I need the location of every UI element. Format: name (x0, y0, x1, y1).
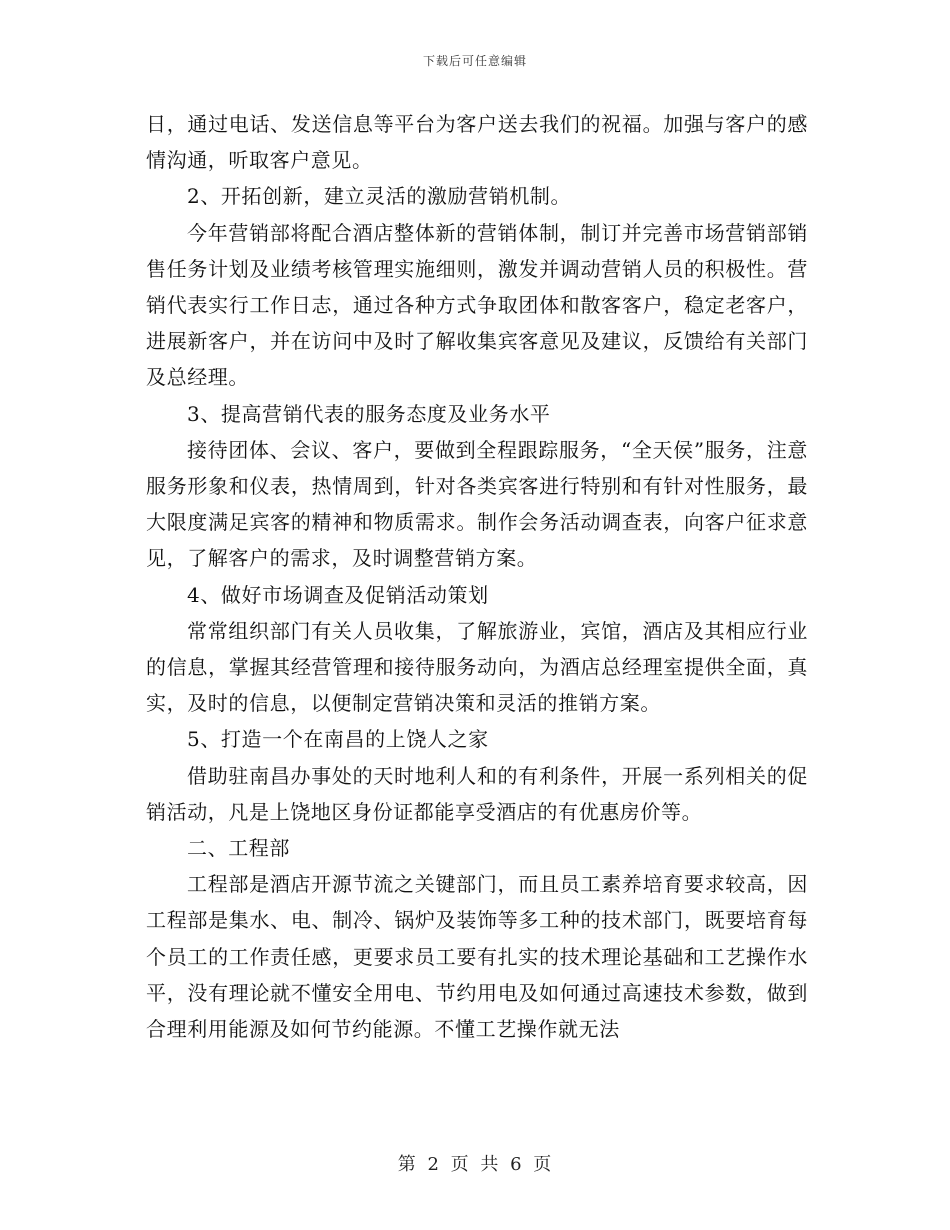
paragraph-6: 工程部是酒店开源节流之关键部门，而且员工素养培育要求较高，因工程部是集水、电、制冷、锅炉及装饰等多工种的技术部门，既要培育每个员工的工作责任感，更要求员工要有扎实的技术理论基础和工艺操作水平，没有理论就不懂安全用电、节约用电及如何通过高速技术参数，做到合理利用能源及如何节约能源。不懂工艺操作就无法 (146, 872, 808, 1042)
footer-total-word: 共 (480, 1154, 500, 1175)
paragraph-2: 今年营销部将配合酒店整体新的营销体制，制订并完善市场营销部销售任务计划及业绩考核管理实施细则，激发并调动营销人员的积极性。营销代表实行工作日志，通过各种方式争取团体和散客客户，稳定老客户，进展新客户，并在访问中及时了解收集宾客意见及建议，反馈给有关部门及总经理。 (146, 220, 808, 390)
paragraph-1: 日，通过电话、发送信息等平台为客户送去我们的祝福。加强与客户的感情沟通，听取客户意见。 (146, 112, 808, 173)
footer-total-pages: 6 (510, 1154, 523, 1175)
footer-current-page: 2 (427, 1154, 440, 1175)
footer-suffix: 页 (533, 1154, 553, 1175)
footer-prefix: 第 (397, 1154, 417, 1175)
paragraph-5: 借助驻南昌办事处的天时地利人和的有利条件，开展一系列相关的促销活动，凡是上饶地区身份证都能享受酒店的有优惠房价等。 (146, 763, 808, 824)
section-heading-engineering: 二、工程部 (187, 836, 290, 861)
page-footer (0, 1150, 950, 1176)
paragraph-3: 接待团体、会议、客户，要做到全程跟踪服务，“全天侯”服务，注意服务形象和仪表，热情周到，针对各类宾客进行特别和有针对性服务，最大限度满足宾客的精神和物质需求。制作会务活动调查表，向客户征求意见，了解客户的需求，及时调整营销方案。 (146, 437, 808, 571)
paragraph-4: 常常组织部门有关人员收集，了解旅游业，宾馆，酒店及其相应行业的信息，掌握其经营管理和接待服务动向，为酒店总经理室提供全面，真实，及时的信息，以便制定营销决策和灵活的推销方案。 (146, 618, 808, 716)
section-heading-4: 4、做好市场调查及促销活动策划 (187, 582, 489, 607)
section-heading-5: 5、打造一个在南昌的上饶人之家 (187, 727, 489, 752)
document-body (146, 106, 808, 1047)
footer-page-word: 页 (450, 1154, 470, 1175)
section-heading-3: 3、提高营销代表的服务态度及业务水平 (187, 401, 551, 426)
section-heading-2: 2、开拓创新，建立灵活的激励营销机制。 (187, 184, 572, 209)
page-header-note: 下载后可任意编辑 (422, 54, 527, 68)
